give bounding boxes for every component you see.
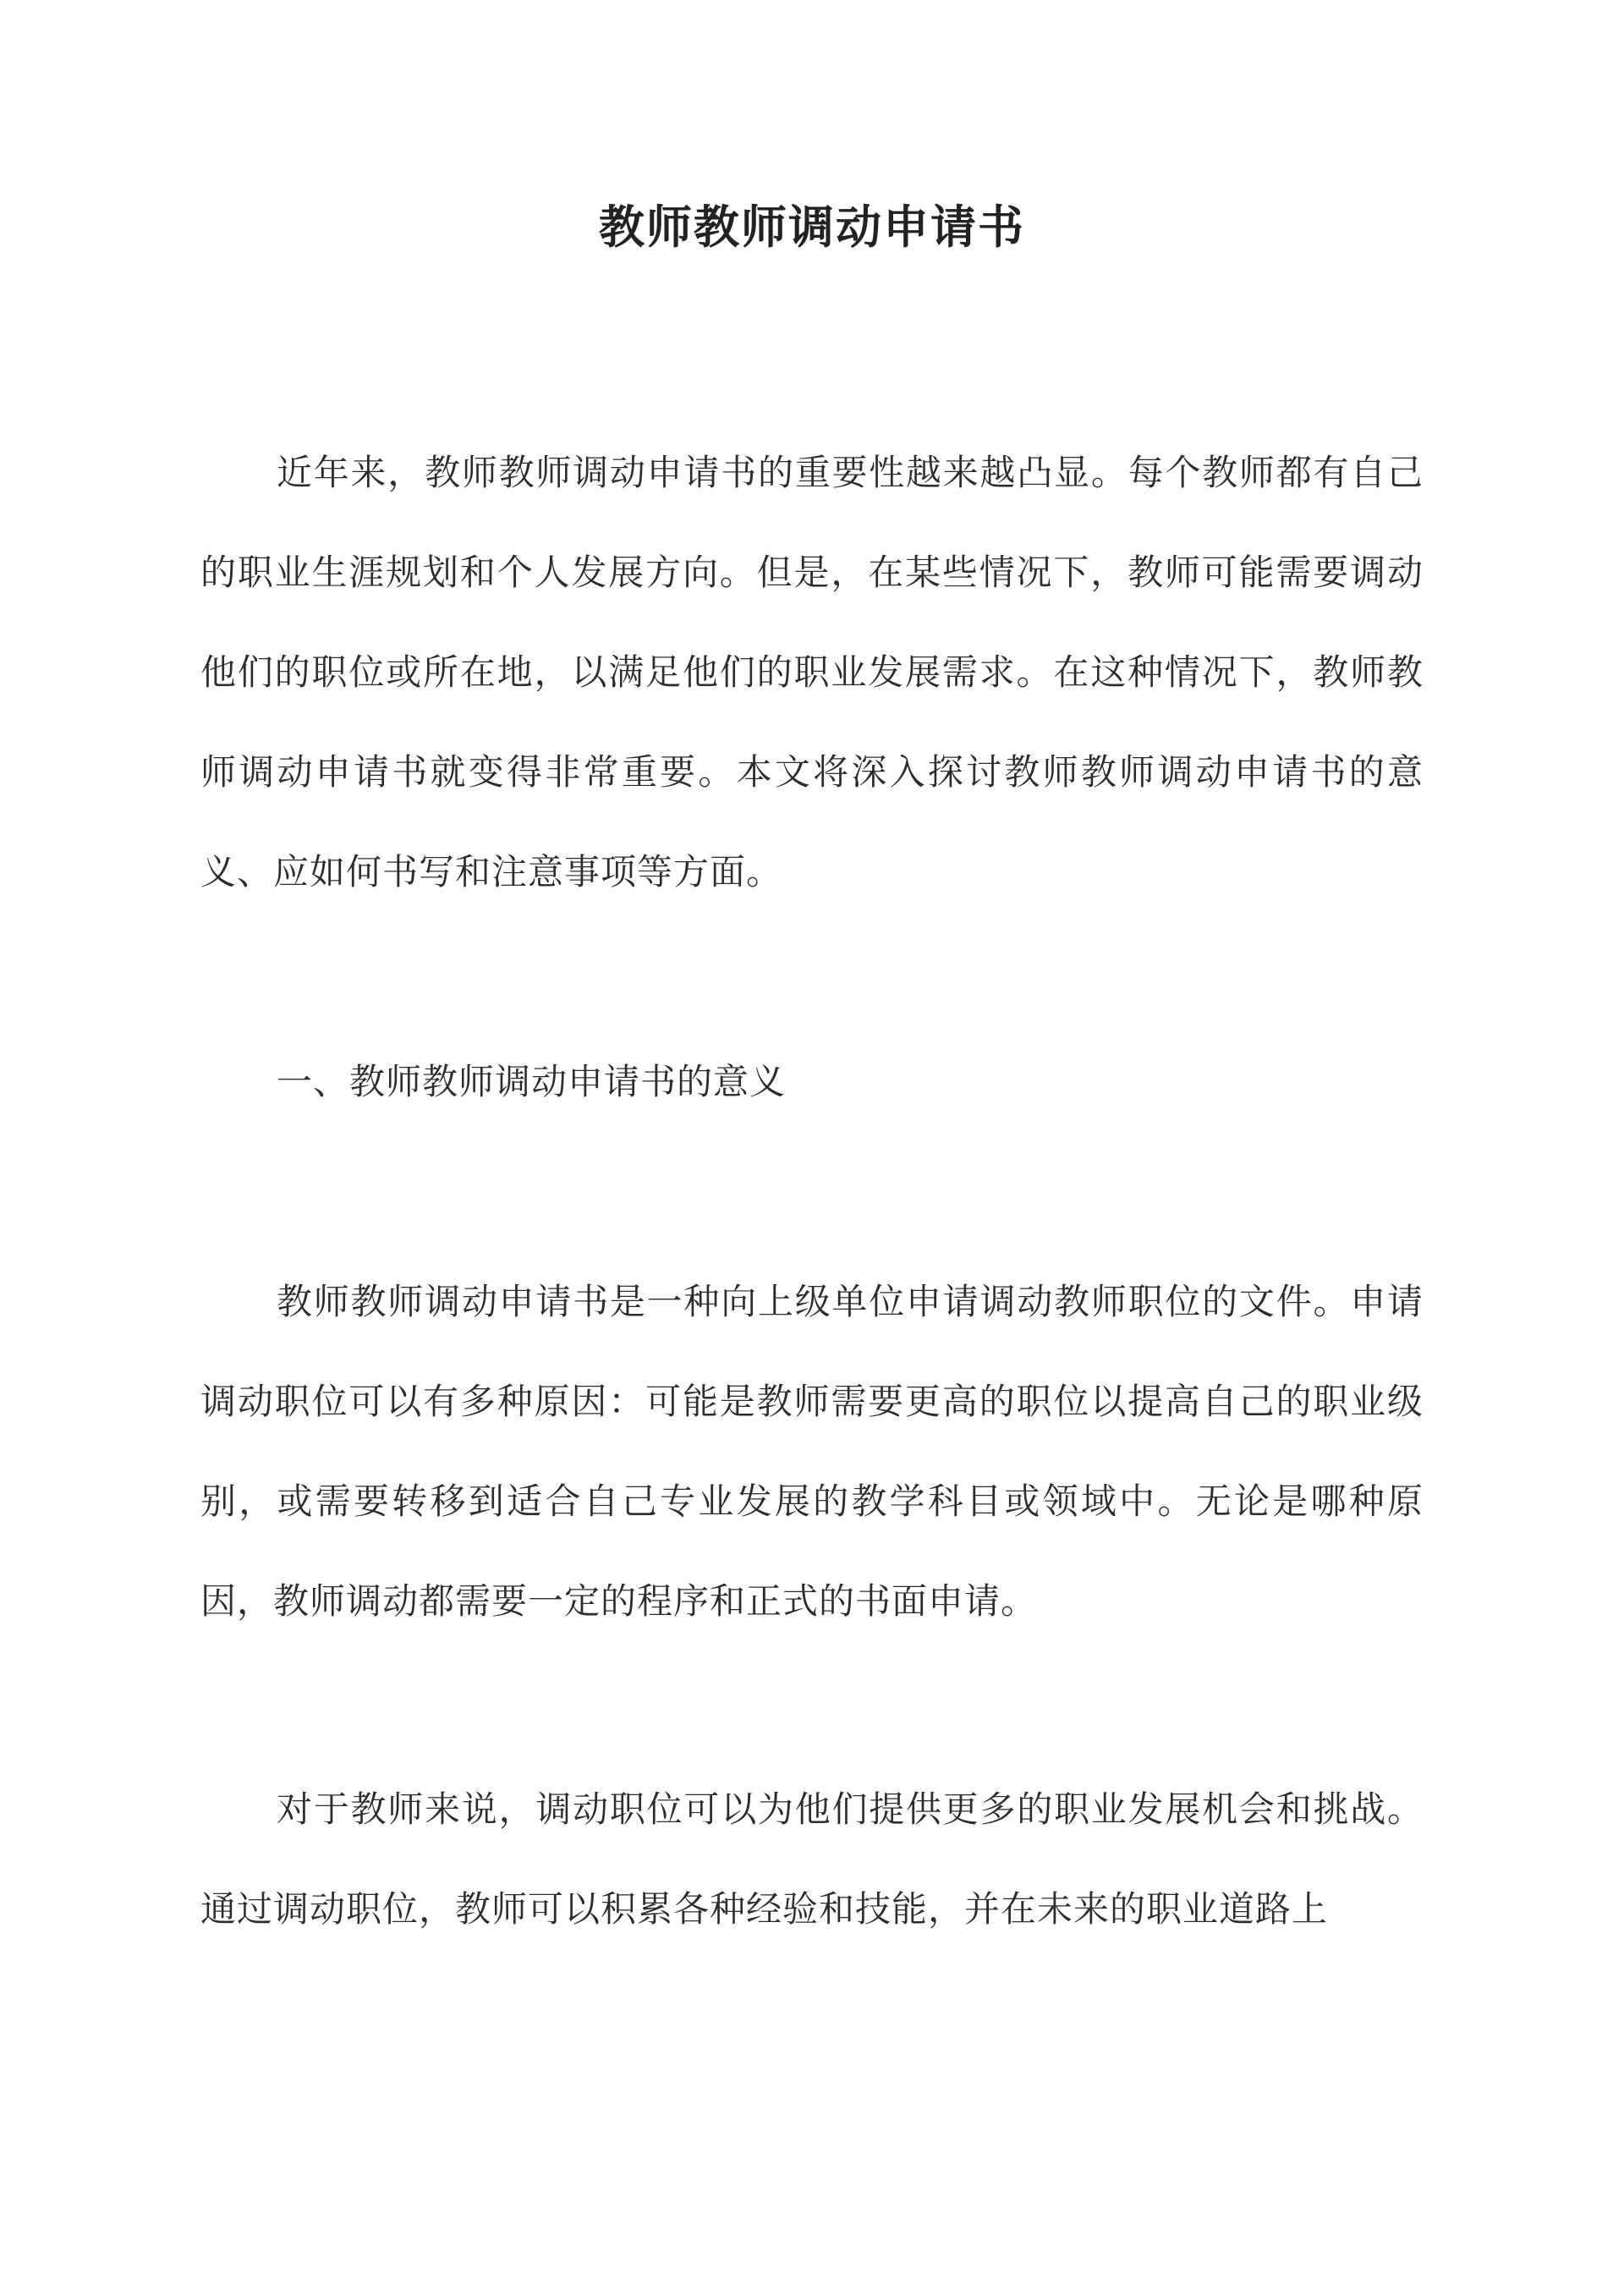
paragraph-meaning: 教师教师调动申请书是一种向上级单位申请调动教师职位的文件。申请调动职位可以有多种原因：可能是教师需要更高的职位以提高自己的职业级别，或需要转移到适合自己专业发展的教学科目或领域中。无论是哪种原因，教师调动都需要一定的程序和正式的书面申请。 xyxy=(200,1281,1424,1622)
document-title: 教师教师调动申请书 xyxy=(599,200,1025,254)
paragraph-benefits: 对于教师来说，调动职位可以为他们提供更多的职业发展机会和挑战。通过调动职位，教师可以积累各种经验和技能，并在未来的职业道路上 xyxy=(200,1788,1424,1930)
paragraph-intro: 近年来，教师教师调动申请书的重要性越来越凸显。每个教师都有自己的职业生涯规划和个人发展方向。但是，在某些情况下，教师可能需要调动他们的职位或所在地，以满足他们的职业发展需求。在这种情况下，教师教师调动申请书就变得非常重要。本文将深入探讨教师教师调动申请书的意义、应如何书写和注意事项等方面。 xyxy=(200,452,1424,893)
section-heading-1: 一、教师教师调动申请书的意义 xyxy=(277,1061,787,1102)
